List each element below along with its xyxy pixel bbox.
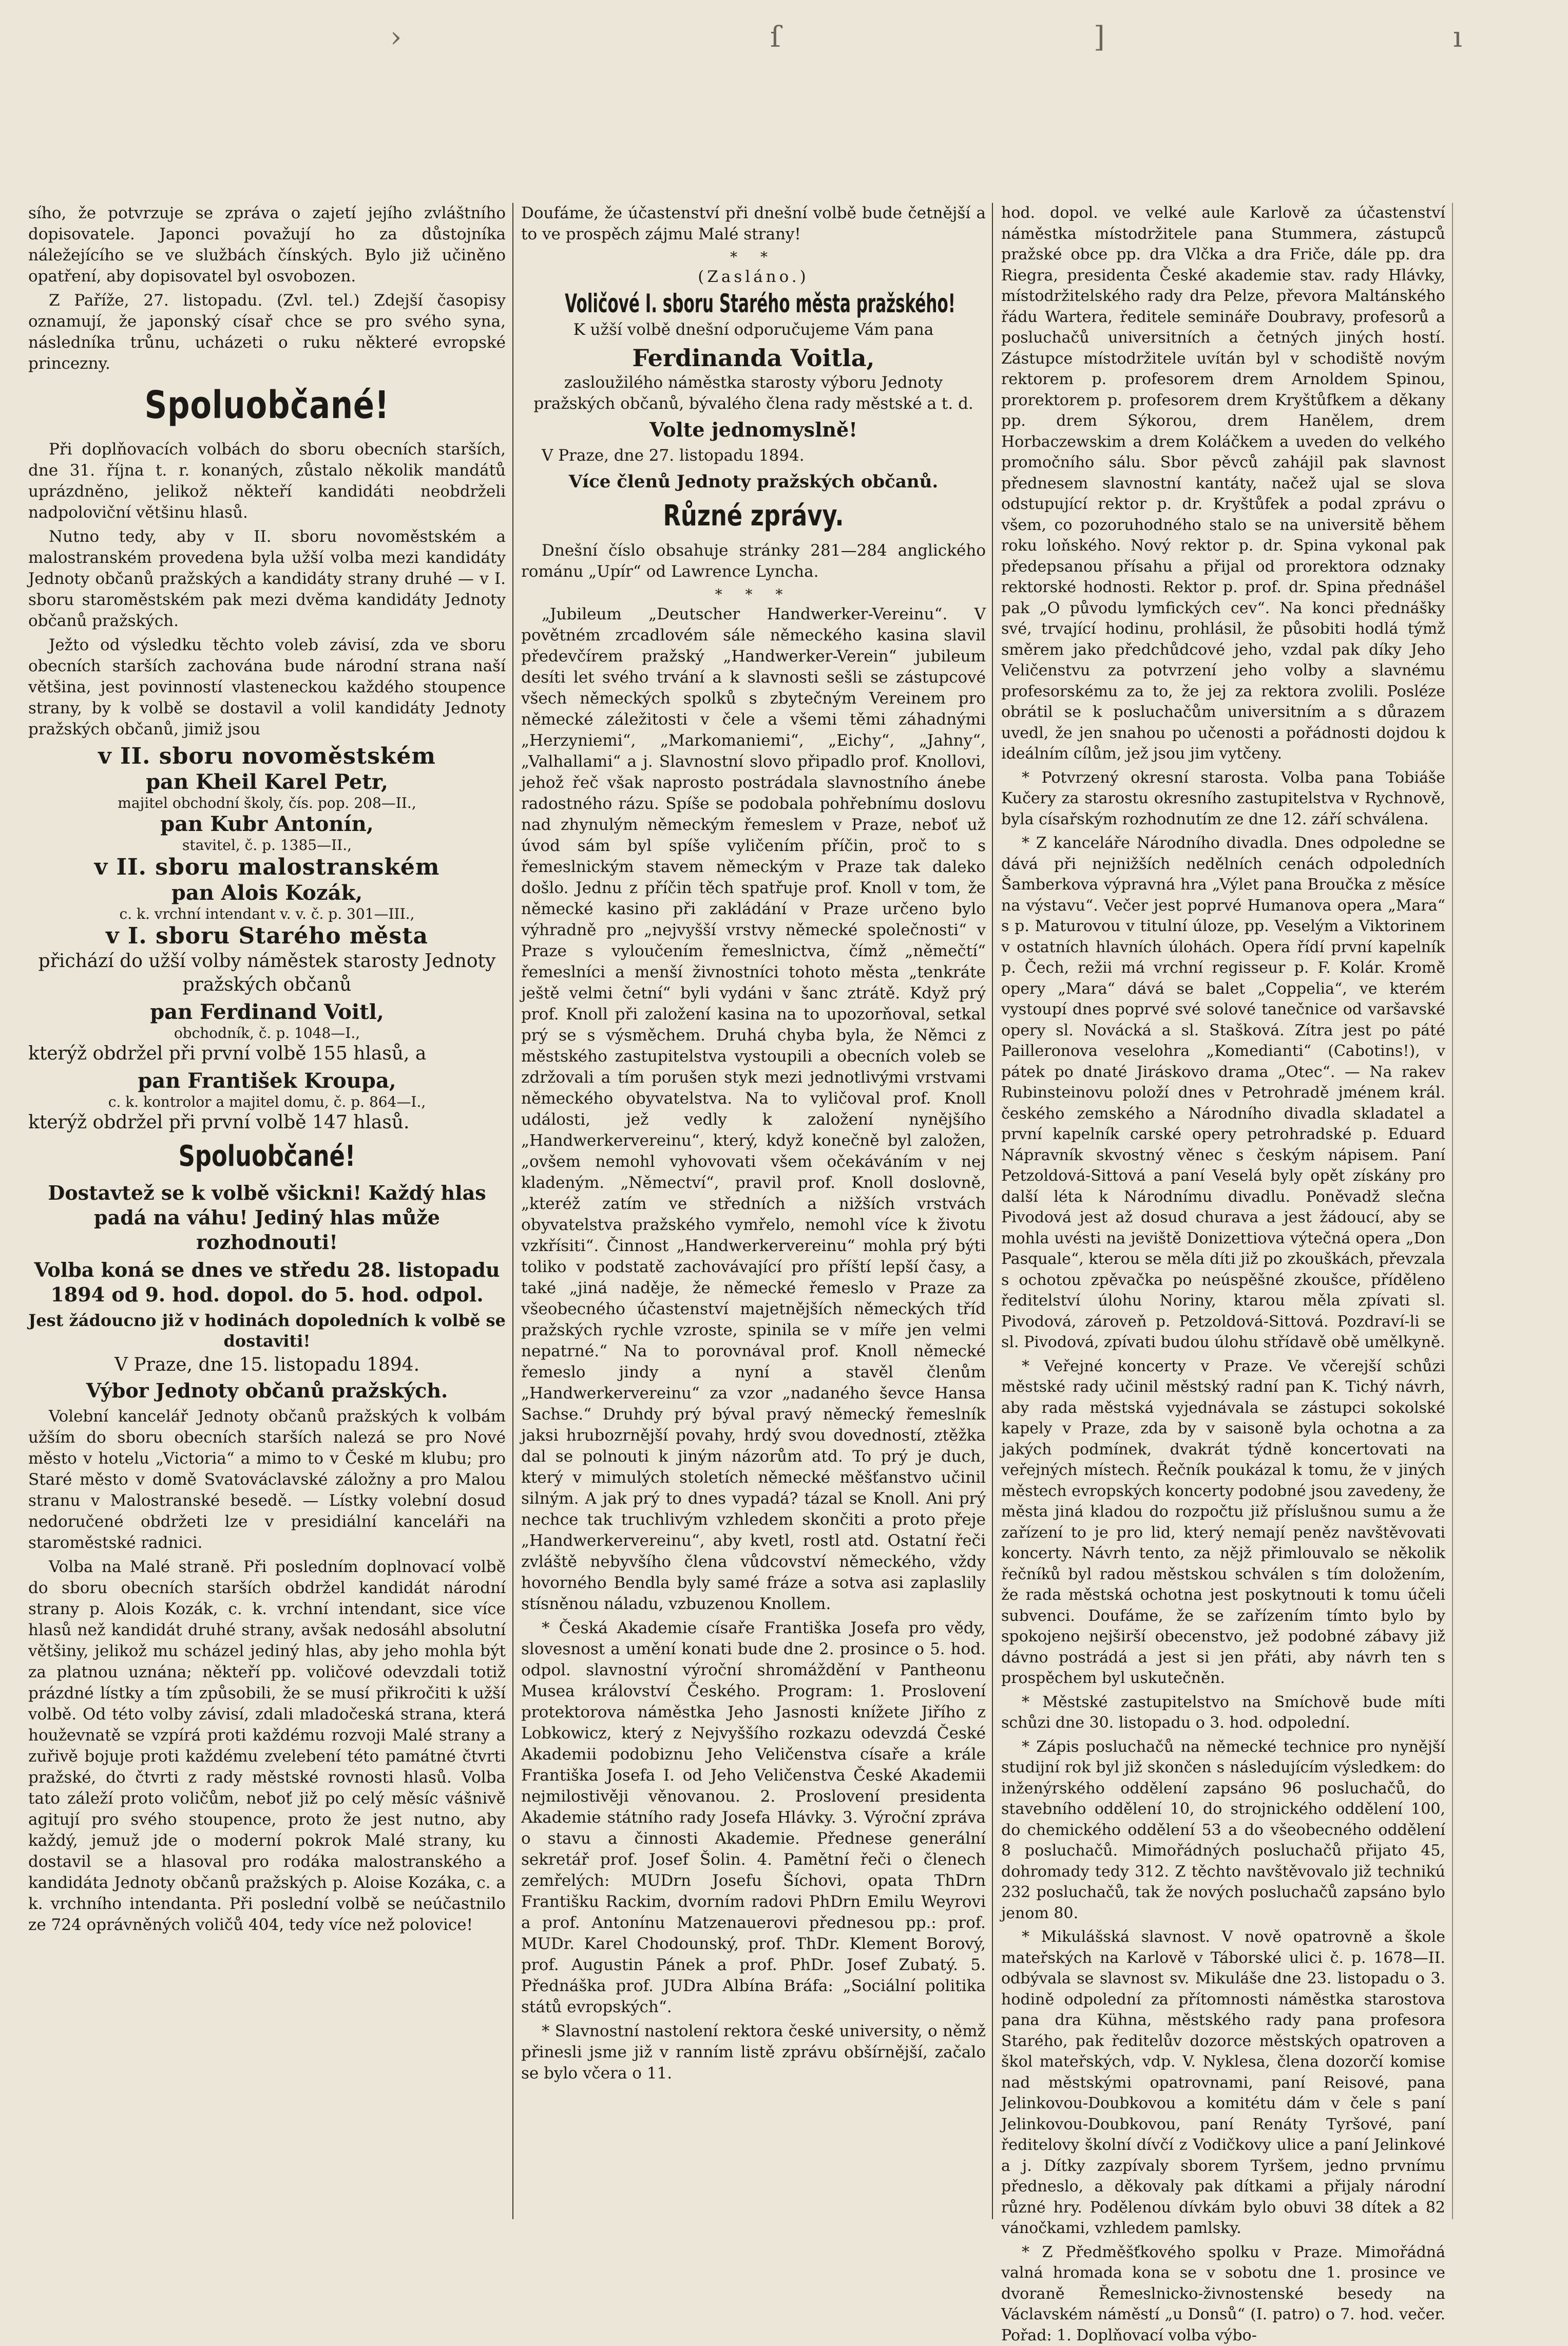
edge-mark-1: › [390,21,401,54]
article-text: „Jubileum „Deutscher Handwerker-Vereinu“. V povětném zrcadlovém sále německého kasina slavil předevčírem pražský „Handwerker-Verein“ jubileum desíti let svého trvání a k slavnosti sešli se zástupcové všech německých spolků s zbytečným Vereinem pro německé záležitosti v čele a všemi těmi záhadnými „Herzyniemi“, „Markomaniemi“, „Eichy“, „Jahny“, „Valhallami“ a j. Slavnostní slovo připadlo prof. Knollovi, jehož řeč však naprosto postrádala slavnostního ánebe radostného rázu. Spíše se podobala pohřebnímu doslovu nad zhynulým německým řemeslem v Praze, neboť už úvod sám byl spíše vyličením příčin, proč to s řemeslnickým stavem německým v Praze tak daleko došlo. Jednu z příčin těch spatřuje prof. Knoll v tom, že německé kasino při zakládání v Praze určeno bylo výhradně pro „nejvyšší vrstvy německé společnosti“ v Praze s vyloučením řemeslnictva, čímž „němečtí“ řemeslníci a menší živnostníci tohoto města „tenkráte ještě velmi četní“ byli vydáni v šanc ztrátě. Když prý prof. Knoll při založení kasina na to upozorňoval, setkal prý se s výsměchem. Druhá chyba byla, že Němci z městského zastupitelstva vystoupili a obecních voleb se zdržovali a tím porušen styk mezi jednotlivými vrstvami německého obyvatelstva. Na to vyličoval prof. Knoll události, jež vedly k založení nynějšího „Handwerkervereinu“, který, když konečně byl založen, „ovšem nemohl vyhovovati všem očekáváním v nej kladeným. „Němectví“, pravil prof. Knoll doslovně, „kteréž zatím ve středních a nižších vrstvách obyvatelstva pražského vymřelo, nemohl více k životu vzkřísiti“. Činnost „Handwerkervereinu“ mohla prý býti toliko v podstatě zachovávající pro příští lepší časy, a také „jiná naděje, že německé řemeslo v Praze za všeobecného účastenství majetnějších německých tříd pražských rychle vzroste, spinila se v míře jen velmi nepatrné.“ Na to porovnával prof. Knoll německé řemeslo jindy a nyní a stavěl členům „Handwerkervereinu“ za vzor „nadaného ševce Hansa Sachse.“ Druhdy prý býval pravý německý řemeslník jaksi hrubozrnější povahy, hrdý svou dovedností, ztěžka dal se polnouti k jiným názorům atd. To prý je duch, který v mimulých stoletích německé měšťanstvo učinil silným. A jak prý to dnes vypadá? tázal se Knoll. Ani prý nechce tak truchlivým vzhledem skončiti a proto přeje „Handwerkervereinu“, aby kvetl, rostl atd. Ostatní řeči zvláště nebyvšího člena vůdcovství německého, vždy hovorného Bendla byly samé fráze a sotva asi zaplaslily stísněnou náladu, vzbuzenou Knollem. [521,604,986,1615]
article-text: Volební kancelář Jednoty občanů pražských k volbám užším do sboru obecních starších nalezá se pro Nové město v hotelu „Victoria“ a mimo to v České m klubu; pro Staré město v domě Svatováclavské záložny a pro Malou stranu v Malostranské besedě. — Lístky volební dosud nedoručené obdržeti lze v presidiální kanceláři na staroměstské radnici. [28,1406,506,1554]
appeal-text: Jest žádoucno již v hodinách dopoledních k volbě se dostaviti! [28,1310,506,1351]
ornament-divider: * * [521,248,986,267]
appeal-text: Volte jednomyslně! [521,418,986,442]
candidate-name: pan František Kroupa, [28,1069,506,1093]
article-text: Volba na Malé straně. Při posledním doplnovací volbě do sboru obecních starších obdržel kandidát národní strany p. Alois Kozák, c. k. vrchní intendant, sice více hlasů než kandidát druhé strany, avšak nedosáhl absolutní většiny, jelikož mu scházel jediný hlas, aby jeho mohla být za platnou uznána; někteří pp. voličové odevzdali totiž prázdné lístky a tím způsobili, že se musí přikročiti k užší volbě. Od této volby závisí, zdali mladočeská strana, která houževnatě se vzpírá proti každému rozvoji Malé strany a zuřivě bojuje proti každému zvelebení této památné čtvrti pražské, do čtvrti z rady městské rovnosti hlasů. Volba tato záleží proto voličům, neboť již po celý měsíc vášnivě agitují pro svého stoupence, proto že jest nutno, aby každý, jemuž jde o moderní pokrok Malé strany, ku dostavil se a hlasoval pro rodáka malostranského a kandidáta Jednoty občanů pražských p. Aloise Kozáka, c. a k. vrchního intendanta. Při poslední volbě se neúčastnilo ze 724 oprávněných voličů 404, tedy více než polovice! [28,1557,506,1936]
candidate-description: obchodník, č. p. 1048—I., [28,1025,506,1042]
column-rule-1 [512,203,513,2219]
article-text: Doufáme, že účastenství při dnešní volbě bude četnější a to ve prospěch zájmu Malé strany! [521,203,986,245]
candidate-name: Ferdinanda Voitla, [521,344,986,372]
appeal-text: Dostavtež se k volbě všickni! Každý hlas padá na váhu! Jediný hlas může rozhodnouti! [28,1181,506,1255]
section-heading: Spoluobčané! [71,381,463,430]
article-text: * Veřejné koncerty v Praze. Ve včerejší schůzi městské rady učinil městský radní pan K. Tichý návrh, aby rada městská vyjednávala se zástupci sokolské kapely v Praze, zda by v saisoně byla ochotna a za jakých podmínek, dvakrát týdně koncertovati na veřejných místech. Řečník poukázal k tomu, že v jiných městech evropských koncerty podobné jsou zavedeny, že města jiná kladou do rozpočtu již příslušnou sumu a že zařízení to je pro lid, který nemají peněz navštěvovati koncerty. Návrh tento, za nějž přimlouvalo se několik řečníků byl radou městskou schválen s tím doložením, že rada městská ochotna jest poskytnouti k tomu účeli subvenci. Doufáme, že se zařízením tímto bylo by spokojeno nejširší obecenstvo, jež podobné zábavy již dávno postrádá a jest si jen přáti, aby návrh ten s prospěchem byl uskutečněn. [1001,1356,1445,1689]
section-heading: Spoluobčané! [76,1138,458,1176]
column-rule-2 [992,203,993,2219]
article-text: * Česká Akademie císaře Františka Josefa pro vědy, slovesnost a umění konati bude dne 2. prosince o 5. hod. odpol. slavnostní výroční shromáždění v Pantheonu Musea království Českého. Program: 1. Proslovení protektorova náměstka Jeho Jasnosti knížete Jiřího z Lobkowicz, který z Nejvyššího rozkazu odevzdá České Akademii podobiznu Jeho Veličenstva císaře a krále Františka Josefa I. od Jeho Veličenstva České Akademii nejmilostivěji věnovanou. 2. Proslovení presidenta Akademie státního rady Josefa Hlávky. 3. Výroční zpráva o stavu a činnosti Akademie. Přednese generální sekretář prof. Josef Šolin. 4. Pamětní řeči o členech zemřelých: MUDrn Josefu Šíchovi, opata ThDrn Františku Rackim, dvorním radovi PhDrn Emilu Weyrovi a prof. Antonínu Matzenauerovi přednesou pp.: prof. MUDr. Karel Chodounský, prof. ThDr. Klement Borový, prof. Augustin Pánek a prof. PhDr. Josef Zubatý. 5. Přednáška prof. JUDra Albína Bráfa: „Sociální politika států evropských“. [521,1618,986,2018]
article-text: přichází do užší volby náměstek starosty Jednoty pražských občanů [28,950,506,997]
candidate-name: pan Ferdinand Voitl, [28,1000,506,1025]
article-text: kterýž obdržel při první volbě 155 hlasů, a [28,1042,506,1066]
edge-mark-3: ] [1094,21,1105,54]
page-edge-marks [0,21,1568,62]
article-text: * Městské zastupitelstvo na Smíchově bude míti schůzi dne 30. listopadu o 3. hod. odpolední. [1001,1692,1445,1734]
article-text: Dnešní číslo obsahuje stránky 281—284 anglického románu „Upír“ od Lawrence Lyncha. [521,540,986,582]
dateline: V Praze, dne 15. listopadu 1894. [28,1354,506,1375]
candidate-description: c. k. kontrolor a majitel domu, č. p. 864—I., [28,1093,506,1111]
column-1 [28,203,506,2235]
article-text: * Mikulášská slavnost. V nově opatrovně a škole mateřských na Karlově v Táborské ulici č. p. 1678—II. odbývala se slavnost sv. Mikuláše dne 23. listopadu o 3. hodině odpolední za přítomnosti náměstka starostova pana dra Kühna, městského rady pana profesora Starého, pak ředitelův dozorce městských opatroven a škol mateřských, vdp. V. Nyklesa, člena dozorčí komise nad městskými opatrovnami, paní Reisové, pana Jelinkovou-Doubkovou a komitétu dám v čele s paní Jelinkovou-Doubkovou, paní Renáty Tyršové, paní ředitelovy školní dívčí z Vodičkovy ulice a paní Jelinkové a j. Dítky zazpívaly sborem Tyršem, jedno prvnímu předneslo, a děkovaly pak dítkami a přijaly národní různé hry. Podělenou dívkám bylo obuvi 38 dítek a 82 vánočkami, vzhledem pamlsky. [1001,1927,1445,2239]
article-text: Z Paříže, 27. listopadu. (Zvl. tel.) Zdejší časopisy oznamují, že japonský císař chce se pro svého syna, následníka trůnu, ucházeti o ruku některé evropské princezny. [28,290,506,374]
candidate-description: stavitel, č. p. 1385—II., [28,837,506,854]
signature: Výbor Jednoty občanů pražských. [28,1378,506,1403]
candidate-name: pan Kubr Antonín, [28,812,506,837]
candidate-description: c. k. vrchní intendant v. v. č. p. 301—III., [28,905,506,923]
district-heading: v II. sboru novoměstském [28,743,506,770]
edge-mark-2: ſ [770,21,781,54]
section-heading: Různé zprávy. [568,497,940,535]
article-text: * Z Předměšťkového spolku v Praze. Mimořádná valná hromada kona se v sobotu dne 1. prosince ve dvoraně Řemeslnicko-živnostenské besedy na Václavském náměstí „u Donsů“ (I. patro) o 7. hod. večer. Pořad: 1. Doplňovací volba výbo- [1001,2242,1445,2346]
article-text: Při doplňovacích volbách do sboru obecních starších, dne 31. října t. r. konaných, zůstalo několik mandátů uprázdněno, jelikož někteří kandidáti neobdrželi nadpoloviční většinu hlasů. [28,439,506,523]
article-text: zasloužilého náměstka starosty výboru Jednoty pražských občanů, bývalého člena rady městské a t. d. [521,372,986,414]
district-heading: v II. sboru malostranském [28,854,506,881]
column-3 [1001,203,1445,2235]
article-text: K užší volbě dnešní odporučujeme Vám pana [521,319,986,340]
edge-mark-4: ı [1453,21,1462,54]
column-rule-3 [1452,203,1453,2219]
article-text: Ježto od výsledku těchto voleb závisí, zda ve sboru obecních starších zachována bude národní strana naší většina, jest povinností vlasteneckou každého stoupence strany, by k volbě se dostavil a volil kandidáty Jednoty pražských občanů, jimiž jsou [28,635,506,740]
notice-label: (Zasláno.) [521,267,986,288]
candidate-description: majitel obchodní školy, čís. pop. 208—II., [28,794,506,812]
article-text: * Zápis posluchačů na německé technice pro nynější studijní rok byl již skončen s následujícím výsledkem: do inženýrského oddělení zapsáno 96 posluchačů, do stavebního oddělení 10, do strojnického oddělení 100, do chemického oddělení 53 a do všeobecného oddělení 8 posluchačů. Mimořádných posluchačů přijato 45, dohromady tedy 312. Z těchto navštěvovalo již technikú 232 posluchačů, tak že nových posluchačů zapsáno bylo jenom 80. [1001,1737,1445,1924]
dateline: V Praze, dne 27. listopadu 1894. [521,445,986,466]
candidate-name: pan Kheil Karel Petr, [28,770,506,794]
ornament-divider: * * * [521,585,986,604]
article-text: * Slavnostní nastolení rektora české university, o němž přinesli jsme již v ranním listě zprávu obšírnější, začalo se bylo včera o 11. [521,2021,986,2084]
appeal-text: Volba koná se dnes ve středu 28. listopadu 1894 od 9. hod. dopol. do 5. hod. odpol. [28,1258,506,1307]
article-text: Nutno tedy, aby v II. sboru novoměstském a malostranském provedena byla užší volba mezi kandidáty Jednoty občanů pražských a kandidáty strany druhé — v I. sboru staroměstském pak mezi dvěma kandidáty Jednoty občanů pražských. [28,526,506,632]
article-text: hod. dopol. ve velké aule Karlově za účastenství náměstka místodržitele pana Stummera, zástupců pražské obce pp. dra Vlčka a dra Friče, dále pp. dra Riegra, presidenta České akademie stav. rady Hlávky, místodržitelského rady dra Pelze, převora Maltánského řádu Wartera, ředitele semináře Doubravy, profesorů a posluchačů universitních a četných jiných hostí. Zástupce místodržitele uvítán byl v schodiště novým rektorem p. profesorem drem Arnoldem Spinou, prorektorem p. profesorem drem Kryštůfkem a děkany pp. drem Sýkorou, drem Hanělem, drem Horbaczewskim a drem Koláčkem a uveden do velkého promočního sálu. Sbor pěvců zahájil pak slavnost přednesem slavnostní kantáty, načež ujal se slova odstupující rektor p. dr. Kryštůfek a podal zprávu o všem, co pozoruhodného stalo se na universitě během roku loňského. Nový rektor p. dr. Spina vykonal pak předepsanou přísahu a přijal od prorektora odznaky rektorské hodnosti. Rektor p. prof. dr. Spina přednášel pak „O původu lymfických cev“. Na konci přednášky své, trvající hodinu, prohlásil, že působiti hodlá týmž směrem jako předchůdcové jeho, vzdal pak díky Jeho Veličenstvu za potvrzení jeho volby a slavnému profesorskému za to, že jej za rektora zvolili. Posléze obrátil se k posluchačům universitním a s důrazem uvedl, že jen snahou po učenosti a pořádnosti dojdou k ideálním cílům, jež jsou jim vytčeny. [1001,203,1445,765]
column-2 [521,203,986,2235]
article-text: * Potvrzený okresní starosta. Volba pana Tobiáše Kučery za starostu okresního zastupitelstva v Rychnově, byla císařským rozhodnutím ze dne 12. září schválena. [1001,768,1445,830]
advertisement-heading: Voličové I. sboru Starého města pražského! [565,288,942,319]
article-text: kterýž obdržel při první volbě 147 hlasů. [28,1111,506,1134]
article-text: sího, že potvrzuje se zpráva o zajetí jejího zvláštního dopisovatele. Japonci považují ho za důstojníka náležejícího se ve službách čínských. Bylo již učiněno opatření, aby dopisovatel byl osvobozen. [28,203,506,287]
signature: Více členů Jednoty pražských občanů. [521,469,986,494]
district-heading: v I. sboru Starého města [28,923,506,950]
candidate-name: pan Alois Kozák, [28,881,506,905]
article-text: * Z kanceláře Národního divadla. Dnes odpoledne se dává při nejnižších nedělních cenách odpoledních Šamberkova výpravná hra „Výlet pana Broučka z měsíce na výstavu“. Večer jest poprvé Humanova opera „Mara“ s p. Maturovou v titulní úloze, pp. Veselým a Viktorinem v ostatních hlavních úlohách. Opera řídí první kapelník p. Čech, režii má vrchní regisseur p. F. Kolár. Kromě opery „Mara“ dává se balet „Coppelia“, ve kterém vystoupí dnes poprvé své solové tanečnice od varšavské opery sl. Novácká a sl. Stašková. Zítra jest po páté Pailleronova veselohra „Komedianti“ (Cabotins!), v pátek po dnaté Jiráskovo drama „Otec“. — Na rakev Rubinsteinovu položí dnes v Petrohradě jménem král. českého zemského a Národního divadla skladatel a první kapelník carské opery petrohradské p. Eduard Nápravník skvostný věnec s českým nápisem. Paní Petzoldová-Sittová a paní Veselá byly opět získány pro další léta k Národnímu divadlu. Poněvadž slečna Pivodová jest až dosud churava a jest žádoucí, aby se mohla uvésti na jeviště Donizettiova výtečná opera „Don Pasquale“, kterou se měla díti již po zkouškách, převzala s ochotou zpěvačka po neúspěšné zkoušce, příděleno ředitelství úlohu Noriny, ktarou měla zpívati sl. Pivodová, zároveň p. Petzoldová-Sittová. Pozdraví-li se sl. Pivodová, zpívati budou úlohu střídavě obě umělkyně. [1001,833,1445,1353]
